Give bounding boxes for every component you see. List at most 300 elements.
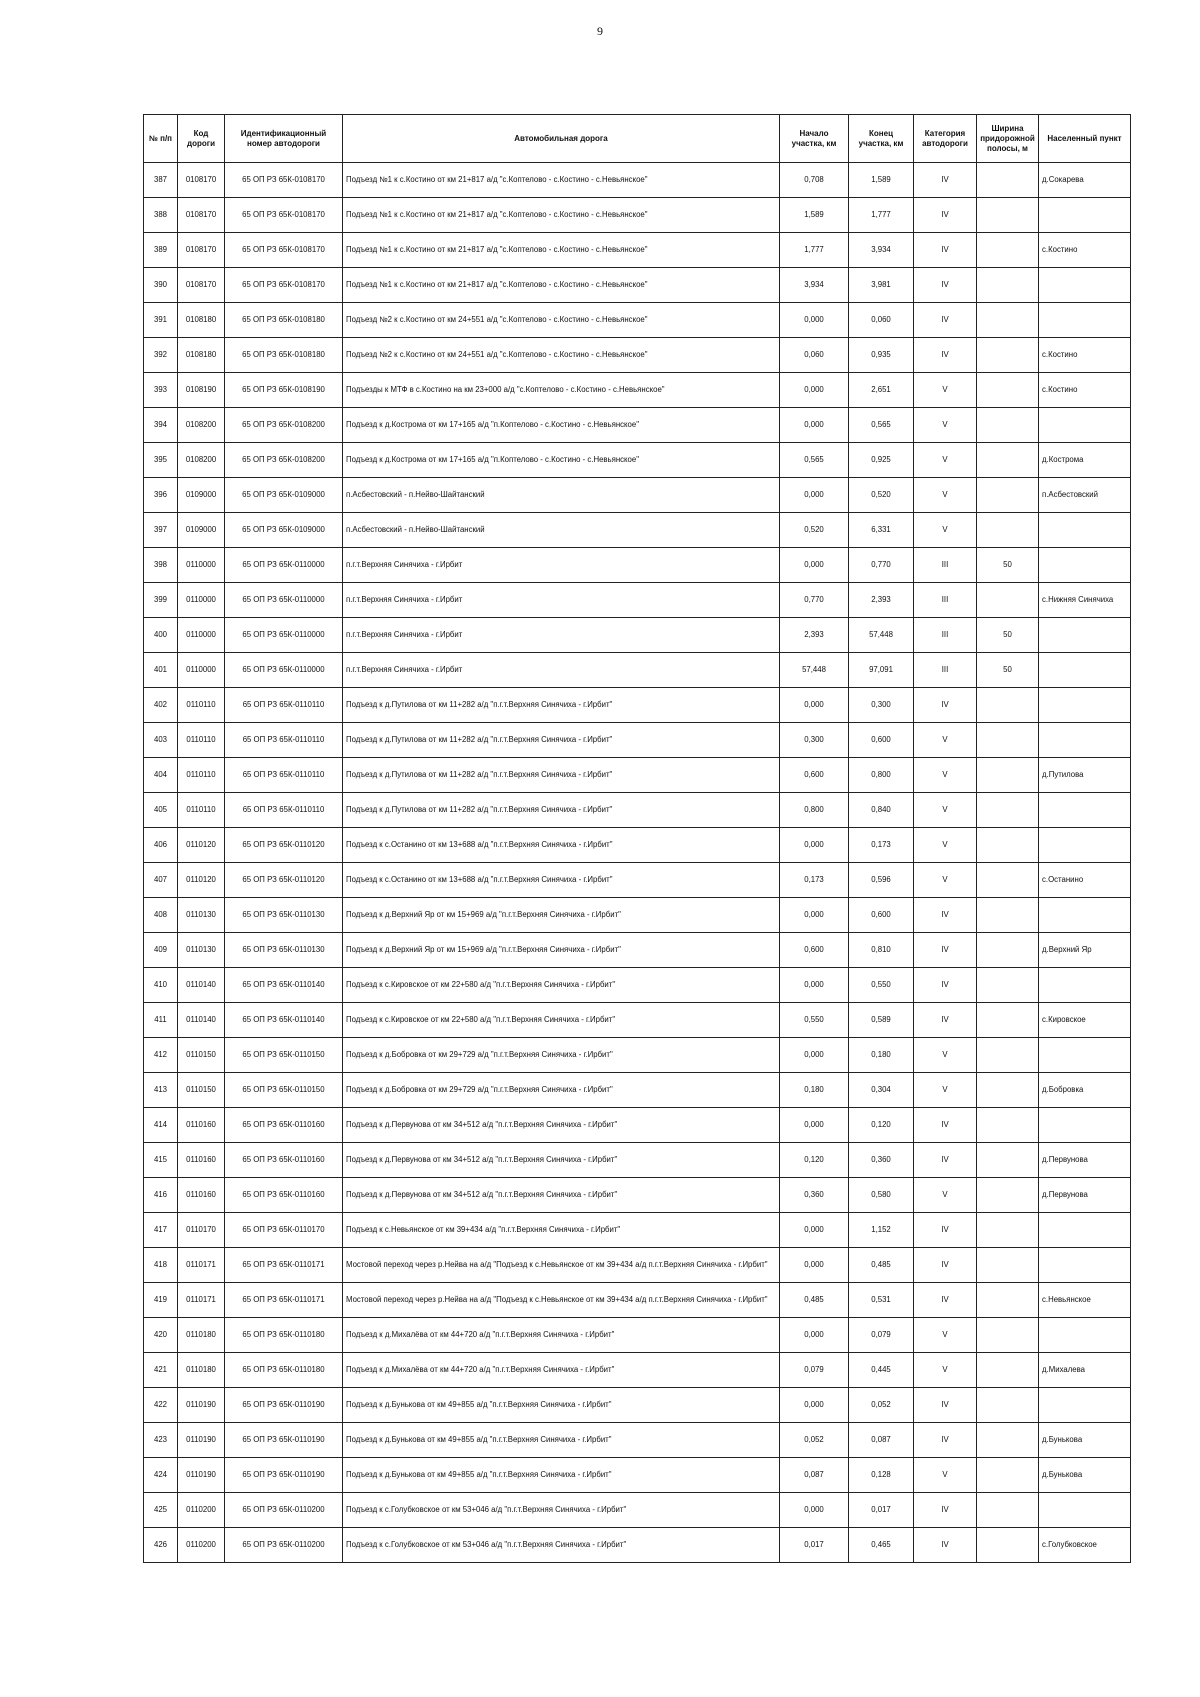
settlement-cell (1039, 653, 1131, 688)
category-cell: III (914, 653, 977, 688)
start-km-cell: 0,300 (780, 723, 849, 758)
end-km-cell: 0,017 (849, 1493, 914, 1528)
road-id-cell: 65 ОП РЗ 65К-0110200 (225, 1493, 343, 1528)
road-id-cell: 65 ОП РЗ 65К-0110190 (225, 1388, 343, 1423)
road-code-cell: 0110200 (178, 1493, 225, 1528)
road-code-cell: 0110190 (178, 1458, 225, 1493)
end-km-cell: 0,445 (849, 1353, 914, 1388)
start-km-cell: 0,060 (780, 338, 849, 373)
column-header: Ширина придорожной полосы, м (977, 115, 1039, 163)
row-number-cell: 422 (144, 1388, 178, 1423)
road-name-cell: Подъезд к с.Останино от км 13+688 а/д "п.г.т.Верхняя Синячиха - г.Ирбит" (343, 828, 780, 863)
table-row (144, 513, 1131, 548)
settlement-cell: д.Кострома (1039, 443, 1131, 478)
start-km-cell: 0,000 (780, 1248, 849, 1283)
roadside-width-cell (977, 1318, 1039, 1353)
table-row (144, 1003, 1131, 1038)
road-id-cell: 65 ОП РЗ 65К-0110171 (225, 1283, 343, 1318)
roadside-width-cell (977, 478, 1039, 513)
row-number-cell: 392 (144, 338, 178, 373)
row-number-cell: 393 (144, 373, 178, 408)
column-header: Населенный пункт (1039, 115, 1131, 163)
road-code-cell: 0108170 (178, 233, 225, 268)
road-name-cell: Подъезд к д.Михалёва от км 44+720 а/д "п.г.т.Верхняя Синячиха - г.Ирбит" (343, 1353, 780, 1388)
table-row (144, 443, 1131, 478)
start-km-cell: 0,000 (780, 373, 849, 408)
row-number-cell: 400 (144, 618, 178, 653)
roadside-width-cell (977, 513, 1039, 548)
road-id-cell: 65 ОП РЗ 65К-0110150 (225, 1073, 343, 1108)
category-cell: V (914, 443, 977, 478)
start-km-cell: 0,180 (780, 1073, 849, 1108)
row-number-cell: 390 (144, 268, 178, 303)
road-code-cell: 0110130 (178, 898, 225, 933)
roadside-width-cell (977, 583, 1039, 618)
road-name-cell: Подъезд к с.Невьянское от км 39+434 а/д "п.г.т.Верхняя Синячиха - г.Ирбит" (343, 1213, 780, 1248)
row-number-cell: 402 (144, 688, 178, 723)
table-row (144, 338, 1131, 373)
end-km-cell: 0,810 (849, 933, 914, 968)
end-km-cell: 0,360 (849, 1143, 914, 1178)
road-name-cell: п.Асбестовский - п.Нейво-Шайтанский (343, 513, 780, 548)
settlement-cell (1039, 513, 1131, 548)
road-id-cell: 65 ОП РЗ 65К-0108190 (225, 373, 343, 408)
road-code-cell: 0110000 (178, 653, 225, 688)
settlement-cell (1039, 968, 1131, 1003)
column-header: Начало участка, км (780, 115, 849, 163)
roadside-width-cell: 50 (977, 653, 1039, 688)
row-number-cell: 419 (144, 1283, 178, 1318)
row-number-cell: 401 (144, 653, 178, 688)
start-km-cell: 0,770 (780, 583, 849, 618)
category-cell: III (914, 618, 977, 653)
roadside-width-cell (977, 1178, 1039, 1213)
start-km-cell: 0,000 (780, 548, 849, 583)
start-km-cell: 0,000 (780, 1493, 849, 1528)
row-number-cell: 426 (144, 1528, 178, 1563)
road-id-cell: 65 ОП РЗ 65К-0108170 (225, 233, 343, 268)
settlement-cell (1039, 268, 1131, 303)
roadside-width-cell (977, 303, 1039, 338)
category-cell: IV (914, 933, 977, 968)
roadside-width-cell (977, 268, 1039, 303)
page-number: 9 (597, 24, 603, 38)
start-km-cell: 0,173 (780, 863, 849, 898)
road-id-cell: 65 ОП РЗ 65К-0109000 (225, 513, 343, 548)
road-id-cell: 65 ОП РЗ 65К-0110000 (225, 548, 343, 583)
start-km-cell: 0,000 (780, 968, 849, 1003)
end-km-cell: 0,120 (849, 1108, 914, 1143)
road-name-cell: Подъезд №1 к с.Костино от км 21+817 а/д "с.Коптелово - с.Костино - с.Невьянское" (343, 233, 780, 268)
row-number-cell: 417 (144, 1213, 178, 1248)
column-header: Код дороги (178, 115, 225, 163)
settlement-cell: д.Бунькова (1039, 1423, 1131, 1458)
row-number-cell: 423 (144, 1423, 178, 1458)
settlement-cell (1039, 1318, 1131, 1353)
category-cell: III (914, 583, 977, 618)
end-km-cell: 0,052 (849, 1388, 914, 1423)
roadside-width-cell (977, 198, 1039, 233)
settlement-cell: д.Бобровка (1039, 1073, 1131, 1108)
start-km-cell: 0,520 (780, 513, 849, 548)
road-id-cell: 65 ОП РЗ 65К-0110190 (225, 1423, 343, 1458)
row-number-cell: 398 (144, 548, 178, 583)
roadside-width-cell (977, 233, 1039, 268)
row-number-cell: 421 (144, 1353, 178, 1388)
road-name-cell: Подъезд №1 к с.Костино от км 21+817 а/д "с.Коптелово - с.Костино - с.Невьянское" (343, 198, 780, 233)
category-cell: V (914, 1178, 977, 1213)
start-km-cell: 0,000 (780, 303, 849, 338)
table-row (144, 373, 1131, 408)
road-name-cell: Подъезд к д.Кострома от км 17+165 а/д "п.Коптелово - с.Костино - с.Невьянское" (343, 443, 780, 478)
road-id-cell: 65 ОП РЗ 65К-0110110 (225, 723, 343, 758)
start-km-cell: 0,600 (780, 933, 849, 968)
start-km-cell: 3,934 (780, 268, 849, 303)
roadside-width-cell (977, 1108, 1039, 1143)
roadside-width-cell (977, 1528, 1039, 1563)
settlement-cell (1039, 1108, 1131, 1143)
road-name-cell: Подъезд к с.Останино от км 13+688 а/д "п.г.т.Верхняя Синячиха - г.Ирбит" (343, 863, 780, 898)
table-row (144, 898, 1131, 933)
road-code-cell: 0110171 (178, 1283, 225, 1318)
road-name-cell: Подъезд к д.Бобровка от км 29+729 а/д "п.г.т.Верхняя Синячиха - г.Ирбит" (343, 1038, 780, 1073)
start-km-cell: 0,052 (780, 1423, 849, 1458)
row-number-cell: 403 (144, 723, 178, 758)
row-number-cell: 397 (144, 513, 178, 548)
row-number-cell: 412 (144, 1038, 178, 1073)
road-code-cell: 0110110 (178, 723, 225, 758)
end-km-cell: 0,565 (849, 408, 914, 443)
road-name-cell: Подъезд к с.Голубковское от км 53+046 а/д "п.г.т.Верхняя Синячиха - г.Ирбит" (343, 1528, 780, 1563)
roadside-width-cell (977, 1423, 1039, 1458)
road-id-cell: 65 ОП РЗ 65К-0108180 (225, 303, 343, 338)
end-km-cell: 0,770 (849, 548, 914, 583)
road-code-cell: 0110000 (178, 548, 225, 583)
roadside-width-cell (977, 373, 1039, 408)
road-name-cell: Подъезд к д.Бунькова от км 49+855 а/д "п.г.т.Верхняя Синячиха - г.Ирбит" (343, 1388, 780, 1423)
road-code-cell: 0110140 (178, 1003, 225, 1038)
settlement-cell: д.Первунова (1039, 1178, 1131, 1213)
road-code-cell: 0109000 (178, 513, 225, 548)
road-code-cell: 0108190 (178, 373, 225, 408)
road-code-cell: 0108180 (178, 303, 225, 338)
start-km-cell: 0,600 (780, 758, 849, 793)
road-code-cell: 0110170 (178, 1213, 225, 1248)
table-row (144, 968, 1131, 1003)
road-name-cell: Подъезд к д.Первунова от км 34+512 а/д "п.г.т.Верхняя Синячиха - г.Ирбит" (343, 1108, 780, 1143)
road-code-cell: 0110180 (178, 1353, 225, 1388)
category-cell: IV (914, 268, 977, 303)
road-id-cell: 65 ОП РЗ 65К-0110171 (225, 1248, 343, 1283)
roadside-width-cell (977, 968, 1039, 1003)
settlement-cell: с.Невьянское (1039, 1283, 1131, 1318)
settlement-cell (1039, 1388, 1131, 1423)
row-number-cell: 410 (144, 968, 178, 1003)
start-km-cell: 0,000 (780, 478, 849, 513)
end-km-cell: 0,087 (849, 1423, 914, 1458)
category-cell: V (914, 793, 977, 828)
end-km-cell: 1,152 (849, 1213, 914, 1248)
road-name-cell: Подъезд к д.Верхний Яр от км 15+969 а/д "п.г.т.Верхняя Синячиха - г.Ирбит" (343, 933, 780, 968)
road-id-cell: 65 ОП РЗ 65К-0110000 (225, 618, 343, 653)
row-number-cell: 424 (144, 1458, 178, 1493)
road-code-cell: 0110150 (178, 1038, 225, 1073)
column-header: Идентификационный номер автодороги (225, 115, 343, 163)
start-km-cell: 0,017 (780, 1528, 849, 1563)
column-header: Автомобильная дорога (343, 115, 780, 163)
road-id-cell: 65 ОП РЗ 65К-0110110 (225, 793, 343, 828)
category-cell: V (914, 758, 977, 793)
road-id-cell: 65 ОП РЗ 65К-0108170 (225, 198, 343, 233)
end-km-cell: 0,079 (849, 1318, 914, 1353)
category-cell: V (914, 478, 977, 513)
table-row (144, 1318, 1131, 1353)
start-km-cell: 0,708 (780, 163, 849, 198)
category-cell: IV (914, 233, 977, 268)
row-number-cell: 399 (144, 583, 178, 618)
road-code-cell: 0110190 (178, 1388, 225, 1423)
start-km-cell: 0,000 (780, 1108, 849, 1143)
category-cell: IV (914, 303, 977, 338)
row-number-cell: 413 (144, 1073, 178, 1108)
category-cell: IV (914, 968, 977, 1003)
end-km-cell: 0,550 (849, 968, 914, 1003)
road-code-cell: 0110160 (178, 1108, 225, 1143)
table-header-row (144, 115, 1131, 163)
road-name-cell: Подъезд к д.Бунькова от км 49+855 а/д "п.г.т.Верхняя Синячиха - г.Ирбит" (343, 1458, 780, 1493)
settlement-cell (1039, 303, 1131, 338)
road-code-cell: 0110190 (178, 1423, 225, 1458)
table-row (144, 1073, 1131, 1108)
table-row (144, 1353, 1131, 1388)
settlement-cell (1039, 618, 1131, 653)
roadside-width-cell (977, 338, 1039, 373)
road-id-cell: 65 ОП РЗ 65К-0108170 (225, 268, 343, 303)
road-id-cell: 65 ОП РЗ 65К-0108200 (225, 443, 343, 478)
road-name-cell: Подъезд к д.Первунова от км 34+512 а/д "п.г.т.Верхняя Синячиха - г.Ирбит" (343, 1178, 780, 1213)
category-cell: V (914, 1318, 977, 1353)
roadside-width-cell (977, 723, 1039, 758)
settlement-cell (1039, 793, 1131, 828)
roadside-width-cell (977, 863, 1039, 898)
row-number-cell: 416 (144, 1178, 178, 1213)
settlement-cell (1039, 1038, 1131, 1073)
settlement-cell: с.Голубковское (1039, 1528, 1131, 1563)
table-row (144, 723, 1131, 758)
road-code-cell: 0110000 (178, 618, 225, 653)
roadside-width-cell (977, 688, 1039, 723)
table-row (144, 1178, 1131, 1213)
table-row (144, 758, 1131, 793)
category-cell: IV (914, 1493, 977, 1528)
road-name-cell: Подъезд №1 к с.Костино от км 21+817 а/д "с.Коптелово - с.Костино - с.Невьянское" (343, 163, 780, 198)
settlement-cell: с.Кировское (1039, 1003, 1131, 1038)
category-cell: IV (914, 1423, 977, 1458)
table-body (144, 163, 1131, 1563)
start-km-cell: 57,448 (780, 653, 849, 688)
end-km-cell: 0,180 (849, 1038, 914, 1073)
row-number-cell: 405 (144, 793, 178, 828)
start-km-cell: 0,800 (780, 793, 849, 828)
row-number-cell: 391 (144, 303, 178, 338)
start-km-cell: 2,393 (780, 618, 849, 653)
row-number-cell: 394 (144, 408, 178, 443)
settlement-cell (1039, 828, 1131, 863)
road-name-cell: Подъезд к д.Путилова от км 11+282 а/д "п.г.т.Верхняя Синячиха - г.Ирбит" (343, 723, 780, 758)
row-number-cell: 425 (144, 1493, 178, 1528)
settlement-cell: п.Асбестовский (1039, 478, 1131, 513)
settlement-cell: с.Костино (1039, 233, 1131, 268)
table-row (144, 478, 1131, 513)
category-cell: V (914, 513, 977, 548)
table-row (144, 1493, 1131, 1528)
end-km-cell: 0,580 (849, 1178, 914, 1213)
road-name-cell: Подъезд №1 к с.Костино от км 21+817 а/д "с.Коптелово - с.Костино - с.Невьянское" (343, 268, 780, 303)
end-km-cell: 0,300 (849, 688, 914, 723)
start-km-cell: 0,565 (780, 443, 849, 478)
settlement-cell (1039, 198, 1131, 233)
roadside-width-cell (977, 898, 1039, 933)
road-id-cell: 65 ОП РЗ 65К-0110140 (225, 968, 343, 1003)
road-code-cell: 0110110 (178, 688, 225, 723)
category-cell: V (914, 828, 977, 863)
category-cell: V (914, 373, 977, 408)
table-row (144, 618, 1131, 653)
end-km-cell: 57,448 (849, 618, 914, 653)
end-km-cell: 3,981 (849, 268, 914, 303)
category-cell: IV (914, 338, 977, 373)
start-km-cell: 0,000 (780, 688, 849, 723)
table-row (144, 268, 1131, 303)
roadside-width-cell (977, 1213, 1039, 1248)
category-cell: IV (914, 1388, 977, 1423)
table-row (144, 653, 1131, 688)
start-km-cell: 0,000 (780, 898, 849, 933)
settlement-cell: д.Путилова (1039, 758, 1131, 793)
roadside-width-cell (977, 933, 1039, 968)
category-cell: V (914, 1458, 977, 1493)
end-km-cell: 0,520 (849, 478, 914, 513)
roadside-width-cell: 50 (977, 618, 1039, 653)
road-code-cell: 0110160 (178, 1143, 225, 1178)
road-code-cell: 0110200 (178, 1528, 225, 1563)
road-code-cell: 0110110 (178, 793, 225, 828)
start-km-cell: 0,000 (780, 1318, 849, 1353)
road-id-cell: 65 ОП РЗ 65К-0110120 (225, 828, 343, 863)
start-km-cell: 0,485 (780, 1283, 849, 1318)
category-cell: V (914, 408, 977, 443)
end-km-cell: 0,128 (849, 1458, 914, 1493)
road-name-cell: Подъезд к д.Бунькова от км 49+855 а/д "п.г.т.Верхняя Синячиха - г.Ирбит" (343, 1423, 780, 1458)
end-km-cell: 2,651 (849, 373, 914, 408)
road-name-cell: Подъезд к д.Путилова от км 11+282 а/д "п.г.т.Верхняя Синячиха - г.Ирбит" (343, 758, 780, 793)
road-id-cell: 65 ОП РЗ 65К-0110190 (225, 1458, 343, 1493)
category-cell: IV (914, 163, 977, 198)
settlement-cell (1039, 1493, 1131, 1528)
table-row (144, 163, 1131, 198)
road-code-cell: 0110120 (178, 863, 225, 898)
road-code-cell: 0110000 (178, 583, 225, 618)
road-id-cell: 65 ОП РЗ 65К-0110160 (225, 1178, 343, 1213)
road-name-cell: Подъезд №2 к с.Костино от км 24+551 а/д "с.Коптелово - с.Костино - с.Невьянское" (343, 338, 780, 373)
road-id-cell: 65 ОП РЗ 65К-0110140 (225, 1003, 343, 1038)
category-cell: V (914, 863, 977, 898)
roadside-width-cell (977, 1248, 1039, 1283)
row-number-cell: 420 (144, 1318, 178, 1353)
settlement-cell: д.Сокарева (1039, 163, 1131, 198)
road-name-cell: п.г.т.Верхняя Синячиха - г.Ирбит (343, 618, 780, 653)
row-number-cell: 389 (144, 233, 178, 268)
row-number-cell: 414 (144, 1108, 178, 1143)
roadside-width-cell (977, 793, 1039, 828)
table-row (144, 408, 1131, 443)
settlement-cell (1039, 1248, 1131, 1283)
category-cell: IV (914, 898, 977, 933)
category-cell: IV (914, 1143, 977, 1178)
start-km-cell: 0,120 (780, 1143, 849, 1178)
road-code-cell: 0108200 (178, 443, 225, 478)
road-name-cell: Подъезд к д.Михалёва от км 44+720 а/д "п.г.т.Верхняя Синячиха - г.Ирбит" (343, 1318, 780, 1353)
roadside-width-cell (977, 1283, 1039, 1318)
category-cell: III (914, 548, 977, 583)
row-number-cell: 415 (144, 1143, 178, 1178)
road-name-cell: п.г.т.Верхняя Синячиха - г.Ирбит (343, 653, 780, 688)
row-number-cell: 407 (144, 863, 178, 898)
road-id-cell: 65 ОП РЗ 65К-0110150 (225, 1038, 343, 1073)
roadside-width-cell (977, 1388, 1039, 1423)
category-cell: IV (914, 1248, 977, 1283)
end-km-cell: 0,465 (849, 1528, 914, 1563)
category-cell: IV (914, 1003, 977, 1038)
category-cell: V (914, 1073, 977, 1108)
road-name-cell: Мостовой переход через р.Нейва на а/д "Подъезд к с.Невьянское от км 39+434 а/д п.г.т.Верхняя Синячиха - г.Ирбит" (343, 1248, 780, 1283)
end-km-cell: 0,925 (849, 443, 914, 478)
column-header: Категория автодороги (914, 115, 977, 163)
road-name-cell: п.г.т.Верхняя Синячиха - г.Ирбит (343, 548, 780, 583)
road-code-cell: 0110140 (178, 968, 225, 1003)
end-km-cell: 0,531 (849, 1283, 914, 1318)
roadside-width-cell (977, 758, 1039, 793)
road-code-cell: 0108170 (178, 268, 225, 303)
end-km-cell: 0,485 (849, 1248, 914, 1283)
road-id-cell: 65 ОП РЗ 65К-0110110 (225, 688, 343, 723)
table-row (144, 933, 1131, 968)
table-row (144, 548, 1131, 583)
category-cell: IV (914, 688, 977, 723)
road-id-cell: 65 ОП РЗ 65К-0110120 (225, 863, 343, 898)
row-number-cell: 418 (144, 1248, 178, 1283)
start-km-cell: 0,079 (780, 1353, 849, 1388)
settlement-cell: с.Костино (1039, 338, 1131, 373)
category-cell: IV (914, 1213, 977, 1248)
road-id-cell: 65 ОП РЗ 65К-0110000 (225, 583, 343, 618)
category-cell: V (914, 1038, 977, 1073)
row-number-cell: 388 (144, 198, 178, 233)
table-row (144, 198, 1131, 233)
table-row (144, 1458, 1131, 1493)
road-code-cell: 0108170 (178, 198, 225, 233)
table-row (144, 793, 1131, 828)
road-id-cell: 65 ОП РЗ 65К-0110180 (225, 1318, 343, 1353)
row-number-cell: 404 (144, 758, 178, 793)
row-number-cell: 408 (144, 898, 178, 933)
road-id-cell: 65 ОП РЗ 65К-0109000 (225, 478, 343, 513)
start-km-cell: 0,550 (780, 1003, 849, 1038)
road-name-cell: Подъезд к с.Кировское от км 22+580 а/д "п.г.т.Верхняя Синячиха - г.Ирбит" (343, 968, 780, 1003)
category-cell: IV (914, 1528, 977, 1563)
road-code-cell: 0110171 (178, 1248, 225, 1283)
roadside-width-cell (977, 1038, 1039, 1073)
